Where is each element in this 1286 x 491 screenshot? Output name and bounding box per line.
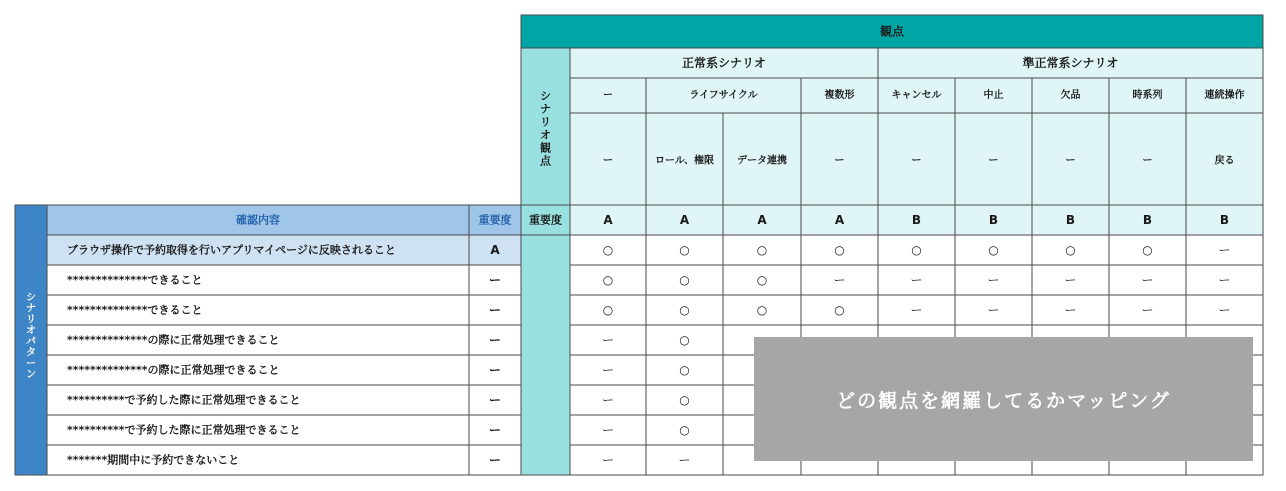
importance-value: A <box>757 213 767 227</box>
level2-header-label: ー <box>911 155 922 167</box>
row-importance-value: ー <box>488 453 502 467</box>
matrix-mark: ○ <box>602 243 614 257</box>
matrix-mark: ○ <box>679 333 690 347</box>
matrix-mark: ○ <box>679 423 690 437</box>
level2-header-label: ー <box>1065 155 1076 167</box>
importance-value: A <box>603 213 613 227</box>
matrix-mark: ー <box>1218 243 1231 257</box>
matrix-mark: ○ <box>911 243 922 257</box>
importance-value: A <box>834 213 845 227</box>
mapping-callout-text: どの観点を網羅してるかマッピング <box>836 389 1171 412</box>
matrix-mark: ー <box>987 273 1000 287</box>
group-normal-label: 正常系シナリオ <box>682 56 766 70</box>
level2-header-label: ロール、権限 <box>655 155 714 167</box>
level2-header-label: データ連携 <box>737 155 787 167</box>
scenario-pattern-label: パ <box>26 336 36 348</box>
scenario-pattern-label: オ <box>26 325 36 337</box>
matrix-mark: ー <box>678 453 691 467</box>
scenario-viewpoint-body-cell <box>521 235 570 475</box>
row-importance-value: A <box>490 243 500 257</box>
matrix-mark: ー <box>910 273 923 287</box>
level2-header-label: ー <box>988 155 999 167</box>
matrix-mark: ○ <box>602 303 614 317</box>
matrix-mark: ー <box>833 273 846 287</box>
matrix-mark: ○ <box>834 303 845 317</box>
matrix-mark: ○ <box>756 243 768 257</box>
matrix-mark: ー <box>601 363 615 377</box>
viewpoint-title: 観点 <box>879 24 905 39</box>
content-text: **********で予約した際に正常処理できること <box>67 423 301 437</box>
matrix-mark: ー <box>1141 303 1154 317</box>
level1-header-label: 連続操作 <box>1204 90 1245 101</box>
matrix-mark: ー <box>987 303 1000 317</box>
importance-value: B <box>988 213 999 227</box>
scenario-pattern-label: ン <box>26 369 36 381</box>
content-text: **************の際に正常処理できること <box>67 333 280 347</box>
level1-header-label: 中止 <box>983 90 1004 101</box>
content-text: ブラウザ操作で予約取得を行いアプリマイページに反映されること <box>67 243 396 257</box>
scenario-viewpoint-label: 観 <box>540 141 551 155</box>
matrix-mark: ー <box>1064 303 1077 317</box>
matrix-mark: ー <box>601 333 615 347</box>
content-header-label: 確認内容 <box>236 213 280 227</box>
matrix-mark: ○ <box>679 273 690 287</box>
level2-header-label: 戻る <box>1214 155 1235 167</box>
row-importance-value: ー <box>488 363 502 377</box>
matrix-mark: ○ <box>602 273 614 287</box>
level1-header-label: ー <box>603 90 613 101</box>
matrix-mark: ○ <box>1065 243 1076 257</box>
matrix-mark: ○ <box>1142 243 1153 257</box>
level2-header-label: ー <box>834 155 845 167</box>
level1-header-label: キャンセル <box>891 90 942 101</box>
matrix-mark: ○ <box>834 243 845 257</box>
matrix-mark: ○ <box>679 243 690 257</box>
matrix-mark: ー <box>601 423 615 437</box>
matrix-mark: ー <box>1218 273 1231 287</box>
matrix-mark: ー <box>910 303 923 317</box>
matrix-mark: ○ <box>679 393 690 407</box>
scenario-viewpoint-label: ナ <box>540 102 551 116</box>
importance-value: B <box>1142 213 1153 227</box>
scenario-pattern-label: リ <box>26 314 36 326</box>
matrix-mark: ○ <box>756 273 768 287</box>
matrix-mark: ○ <box>679 363 690 377</box>
level1-header-label: 時系列 <box>1132 90 1163 101</box>
col-importance-header-label: 重要度 <box>529 213 562 227</box>
matrix-mark: ー <box>1141 273 1154 287</box>
matrix-mark: ○ <box>679 303 690 317</box>
scenario-pattern-label: ナ <box>26 303 36 315</box>
scenario-viewpoint-label: シ <box>540 89 551 103</box>
scenario-viewpoint-label: オ <box>540 128 551 142</box>
level1-header-label: ライフサイクル <box>689 90 758 101</box>
importance-value: A <box>679 213 690 227</box>
matrix-mark: ○ <box>988 243 999 257</box>
content-text: *******期間中に予約できないこと <box>67 453 240 467</box>
importance-value: B <box>1219 213 1230 227</box>
scenario-pattern-label: タ <box>26 347 36 359</box>
group-semi-normal-label: 準正常系シナリオ <box>1022 56 1119 70</box>
importance-value: B <box>911 213 922 227</box>
matrix-mark: ー <box>601 393 615 407</box>
level1-header-label: 欠品 <box>1060 90 1081 101</box>
row-importance-value: ー <box>488 303 502 317</box>
row-importance-value: ー <box>488 393 502 407</box>
matrix-mark: ー <box>601 453 615 467</box>
matrix-mark: ○ <box>756 303 768 317</box>
scenario-pattern-label: ー <box>26 358 36 370</box>
row-importance-value: ー <box>488 333 502 347</box>
row-importance-value: ー <box>488 423 502 437</box>
mapping-callout-box <box>754 337 1253 461</box>
matrix-mark: ー <box>1218 303 1231 317</box>
scenario-viewpoint-label: 点 <box>540 154 551 168</box>
matrix-mark: ー <box>1064 273 1077 287</box>
level1-header-label: 複数形 <box>824 90 855 101</box>
content-text: **************の際に正常処理できること <box>67 363 280 377</box>
content-text: **********で予約した際に正常処理できること <box>67 393 301 407</box>
scenario-viewpoint-label: リ <box>540 115 551 129</box>
content-text: **************できること <box>67 303 203 317</box>
level2-header-label: ー <box>603 155 613 167</box>
row-importance-value: ー <box>488 273 502 287</box>
level2-header-label: ー <box>1142 155 1153 167</box>
row-importance-header-label: 重要度 <box>478 213 512 227</box>
content-text: **************できること <box>67 273 203 287</box>
scenario-pattern-label: シ <box>26 292 36 304</box>
importance-value: B <box>1065 213 1076 227</box>
